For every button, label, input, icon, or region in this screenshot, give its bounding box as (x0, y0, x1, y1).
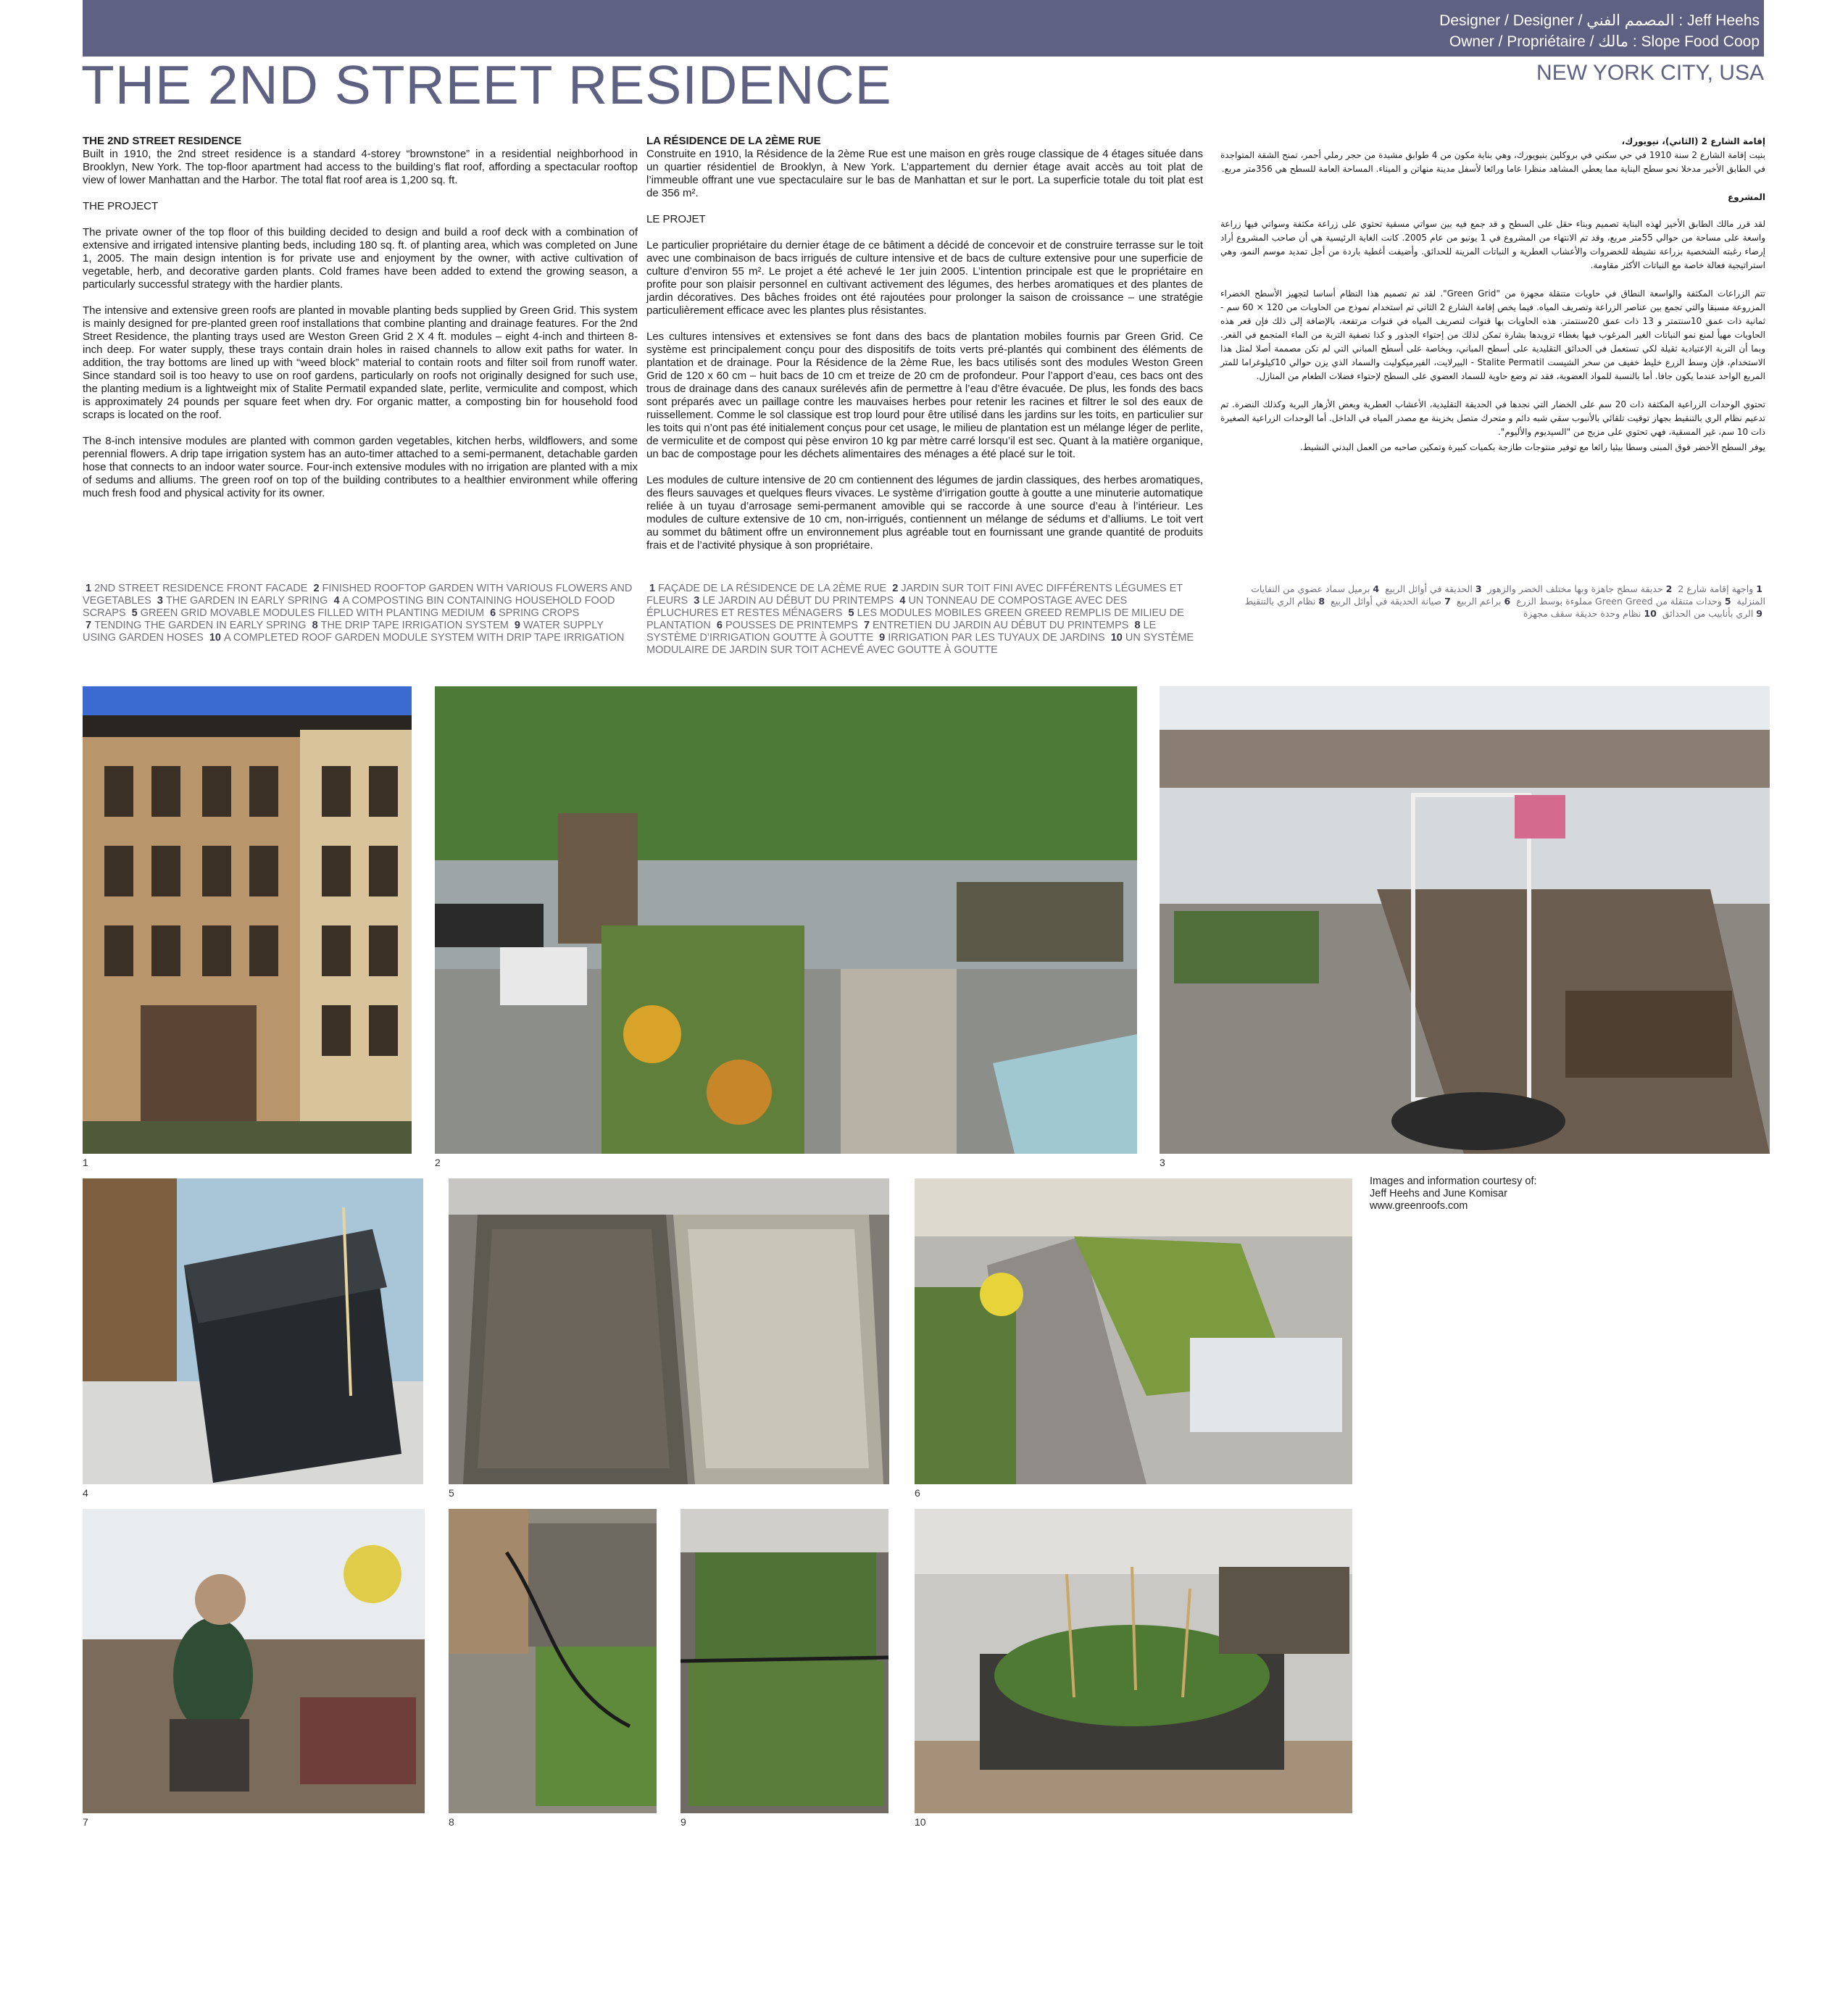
arabic-project-heading: المشروع (1728, 192, 1765, 202)
spring-crops-image (915, 1178, 1352, 1484)
caption-text: THE GARDEN IN EARLY SPRING (165, 595, 328, 607)
caption-item (1488, 583, 1676, 594)
arabic-captions (1220, 583, 1765, 620)
caption-number: 6 (1504, 596, 1511, 607)
caption-text: نظام الري بالتنقيط (1244, 596, 1316, 607)
credit-line-1: Images and information courtesy of: (1370, 1176, 1537, 1187)
caption-text: الري بأنابيب من الحدائق (1662, 608, 1754, 619)
french-heading: LA RÉSIDENCE DE LA 2ÈME RUE (646, 135, 821, 147)
caption-number: 8 (312, 620, 318, 631)
caption-text: UN SYSTÈME MODULAIRE DE JARDIN SUR TOIT ACHEVÉ AVEC GOUTTE À GOUTTE (646, 632, 1194, 656)
caption-number: 10 (1110, 632, 1123, 644)
caption-number: 2 (892, 583, 899, 594)
english-intro: Built in 1910, the 2nd street residence is a standard 4-storey “brownstone” in a residential neighborhood in Brooklyn, New York. The top-floor apartment had access to the building’s flat roof, affording a spectacular rooftop view of lower Manhattan and the Harbor. The total flat roof area is 1,200 sq. ft. (83, 148, 638, 186)
english-paragraph-3: The 8-inch intensive modules are planted with common garden vegetables, kitchen herbs, wildflowers, and some perennial flowers. A drip tape irrigation system has an auto-timer attached to a semi-permanent, detachable garden hose that connects to an indoor water source. Four-inch extensive modules with no irrigation are planted with a mix of sedums and alliums. The green roof on top of the building contributes to a healthier environment while offering much fresh food and physical activity for its owner. (83, 435, 638, 499)
french-column (646, 135, 1203, 565)
caption-number: 9 (1756, 608, 1762, 619)
drip-irrigation-image (449, 1509, 657, 1813)
caption-item (1457, 596, 1513, 607)
caption-text: براعم الربيع (1456, 596, 1502, 607)
photo-rooftop-garden (435, 686, 1137, 1154)
caption-text: LES MODULES MOBILES GREEN GREED REMPLIS DE MILIEU DE PLANTATION (646, 607, 1184, 631)
photo-number-1: 1 (83, 1157, 88, 1168)
rooftop-garden-image (435, 686, 1137, 1154)
caption-number: 2 (313, 583, 320, 594)
caption-text: نظام وحدة حديقة سقف مجهزة (1523, 608, 1641, 619)
caption-number: 7 (1444, 596, 1451, 607)
caption-item (207, 632, 625, 644)
caption-number: 9 (514, 620, 520, 631)
photo-number-2: 2 (435, 1157, 441, 1168)
caption-text: ENTRETIEN DU JARDIN AU DÉBUT DU PRINTEMPS (873, 620, 1129, 631)
caption-text: LE JARDIN AU DÉBUT DU PRINTEMPS (702, 595, 894, 607)
caption-item (876, 632, 1105, 644)
caption-item (83, 620, 307, 631)
header-bar (83, 0, 1764, 57)
caption-item (1678, 583, 1765, 594)
photo-number-4: 4 (83, 1487, 88, 1499)
caption-number: 6 (716, 620, 723, 631)
caption-number: 3 (694, 595, 700, 607)
caption-text: TENDING THE GARDEN IN EARLY SPRING (94, 620, 307, 631)
arabic-paragraph-3: تحتوي الوحدات الزراعية المكثفة ذات 20 سم على الخضار التي نجدها في الحديقة التقليدية، الأعشاب العطرية وبعض الأزهار البرية وكذلك النضرة. تم تدعيم نظام الري بالتنقيط بجهاز توقيت تلقائي بالأنبوب سقي شبه دائم و متحرك متصل بخزينة مع مصدر المياه في الداخل. أما الوحدات الزراعية الصغيرة ذات 10 سم، غير المسقية، فهي تحتوي على مزيج من "السيديوم والأليوم". (1220, 399, 1765, 437)
photo-number-7: 7 (83, 1816, 88, 1828)
page-title: THE 2ND STREET RESIDENCE (81, 54, 892, 115)
arabic-paragraph-4: يوفر السطح الأخضر فوق المبنى وسطا بيئيا رائعا مع توفير منتوجات طازجة بكميات كبيرة وتمكين صاحبه من العمل البدني النشيط. (1299, 442, 1765, 452)
water-supply-image (680, 1509, 888, 1813)
photo-number-9: 9 (680, 1816, 686, 1828)
caption-text: A COMPLETED ROOF GARDEN MODULE SYSTEM WITH DRIP TAPE IRRIGATION (223, 632, 625, 644)
credits-block (1439, 10, 1760, 52)
photo-tending-garden (83, 1509, 425, 1813)
credit-line-2: Jeff Heehs and June Komisar (1370, 1188, 1507, 1199)
arabic-intro: بنيت إقامة الشارع 2 سنة 1910 في حي سكني في بروكلين بنيويورك، وهي بناية مكون من 4 طوابق مشيدة من حجر رملي أحمر، تمنح الشقة المتواجدة في الطابق الأخير مدخلا نحو سطح البناية مما يعطي المشاهد منظرا عاما ورائعا لأسفل مدينة منهاتن و الميناء. المساحة العامة للسطح هي 356متر مربع. (1220, 150, 1765, 174)
caption-item (1662, 608, 1765, 619)
photo-early-spring (1160, 686, 1770, 1154)
caption-item (1245, 596, 1328, 607)
caption-item (1331, 596, 1454, 607)
french-paragraph-2: Les cultures intensives et extensives se font dans des bacs de plantation mobiles fournis par Green Grid. Ce système est principalement conçu pour des dispositifs de toits verts pré-plantés qui combinent des éléments de plantation et de drainage. Pour la Résidence de la 2ème Rue, les bacs utilisés sont des modules Weston Green Grid de 120 x 60 cm – huit bacs de 10 cm et treize de 20 cm de profondeur. Pour l’apport d’eau, ces bacs ont des trous de drainage dans des canaux surélevés afin de permettre à l’eau d’être évacuée. De plus, les fonds des bacs sont préparés avec un paillage contre les mauvaises herbes pour retenir les racines et filtrer le sol des eaux de ruissellement. Comme le sol classique est trop lourd pour être utilisé dans les jardins sur les toits, en particulier sur les toits qui n’ont pas été initialement conçus pour cet usage, le milieu de plantation est un mélange léger de perlite, de vermiculite et de compost qui pèse environ 10 kg par mètre carré lorsqu’il est sec. Quant à la matière organique, un bac de compostage pour les déchets alimentaires des ménages a été placé sur le toit. (646, 330, 1203, 460)
caption-item (861, 620, 1129, 631)
caption-text: SPRING CROPS (499, 607, 580, 619)
english-paragraph-2: The intensive and extensive green roofs are planted in movable planting beds supplied by Green Grid. This system is mainly designed for pre-planted green roof installations that combine planting and drainage features. For the 2nd Street Residence, the planting trays used are Weston Green Grid 2 X 4 ft. modules – eight 4-inch and thirteen 8-inch deep. For water supply, these trays contain drain holes in raised channels to allow exit paths for water. In addition, the tray bottoms are lined up with “weed block” material to contain roots and filter soil from runoff water. Since standard soil is too heavy to use on roof gardens, particularly on roofs not originally designed for such use, the planting medium is a lightweight mix of Stalite Permatil expanded slate, perlite, vermiculite and compost, which is approximately 24 pounds per square feet when dry. For organic matter, a composting bin for household food scraps is located on the roof. (83, 304, 638, 421)
green-grid-modules-image (449, 1178, 889, 1484)
caption-text: الحديقة في أوائل الربيع (1385, 583, 1473, 594)
photo-drip-irrigation (449, 1509, 657, 1813)
arabic-paragraph-2: تتم الزراعات المكثفة والواسعة النطاق في حاويات متنقلة مجهزة من "Green Grid". لقد تم تصميم هذا النظام أساسا لتجهيز الأسطح الخضراء المزروعة مسبقا والتي تجمع بين عناصر الزراعة وتصريف المياه. فيما يخص إقامة الشارع 2 الثاني تم استخدام نموذج من الحاويات من 120 × 60 سم - ثمانية ذات عمق 10سنتمتر و 13 ذات عمق 20سنتمتر. هذه الحاويات بها قنوات لتصريف المياه في قنوات مرتفعة، بالإضافة إلى ذلك فإن قعر هذه الحاويات مهيأ لمنع نمو النباتات الغير المرغوب فيها بغطاء تزويدها بشارة تمكن لذلك من إحتواء الجذور و كذا تصفية التربة من الماء المتجمع في القعر. وبما أن التربة الإعتيادية ثقيلة لكي تستعمل في الحدائق التقليدية على أسطح المباني، وبخاصة على أسطح المباني التي لم تكن مصممة أصلا لمثل هذا الاستخدام، فإن وسط الزرع خليط خفيف من سخر الشيست Stalite Permatil - البيرلايت، الفيرميكوليت والسماد الذي يزن حوالي 10كيلوغراما للمتر المربع الواحد عندما يكون جافا. أما بالنسبة للمواد العضوية، فقد تم وضع حاوية للسماد العضوي على السطح لإحتواء فضلات الطعام من المنازل. (1220, 288, 1766, 381)
photo-number-8: 8 (449, 1816, 454, 1828)
french-intro: Construite en 1910, la Résidence de la 2ème Rue est une maison en grès rouge classique de 4 étages située dans un quartier résidentiel de Brooklyn, à New York. L’appartement du dernier étage avait accès au toit plat de l’immeuble offrant une vue spectaculaire sur le bas de Manhattan et sur le port. La superficie totale du toit plat est de 356 m². (646, 148, 1203, 199)
photo-completed-system (915, 1509, 1352, 1813)
photo-number-10: 10 (915, 1816, 926, 1828)
photo-compost-bin (83, 1178, 423, 1484)
caption-item (1523, 608, 1660, 619)
caption-text: A COMPOSTING BIN CONTAINING HOUSEHOLD FOOD SCRAPS (83, 595, 615, 619)
compost-bin-image (83, 1178, 423, 1484)
caption-text: THE DRIP TAPE IRRIGATION SYSTEM (320, 620, 509, 631)
caption-text: UN TONNEAU DE COMPOSTAGE AVEC DES ÉPLUCHURES ET RESTES MÉNAGERS (646, 595, 1128, 619)
caption-text: IRRIGATION PAR LES TUYAUX DE JARDINS (888, 632, 1105, 644)
early-spring-image (1160, 686, 1770, 1154)
caption-item (1516, 596, 1733, 607)
caption-text: وحدات متنقلة من Green Greed مملوءة بوسط الزرع (1516, 596, 1722, 607)
image-credit (1370, 1176, 1587, 1212)
caption-item (309, 620, 509, 631)
caption-number: 9 (879, 632, 886, 644)
caption-number: 7 (863, 620, 870, 631)
caption-number: 10 (209, 632, 221, 644)
english-project-heading: THE PROJECT (83, 200, 159, 212)
photo-number-5: 5 (449, 1487, 454, 1499)
caption-item (1385, 583, 1484, 594)
caption-item (691, 595, 894, 607)
french-paragraph-3: Les modules de culture intensive de 20 cm contiennent des légumes de jardin classiques, des herbes aromatiques, des fleurs sauvages et quelques fleurs vivaces. Le système d’irrigation goutte à goutte a une minuterie automatique reliée à un tuyau d’arrosage semi-permanent amovible qui se raccorde à une source d’eau à l’intérieur. Les modules de culture extensive de 10 cm, non-irrigués, contiennent un mélange de sédums et d’alliums. Le toit vert au sommet du bâtiment offre un environnement plus agréable tout en fournissant une grande quantité de produits frais et de l’activité physique à son propriétaire. (646, 474, 1203, 552)
photo-spring-crops (915, 1178, 1352, 1484)
caption-text: POUSSES DE PRINTEMPS (725, 620, 858, 631)
caption-number: 3 (157, 595, 163, 607)
photo-water-supply (680, 1509, 888, 1813)
english-heading: THE 2ND STREET RESIDENCE (83, 135, 242, 147)
arabic-paragraph-1: لقد قرر مالك الطابق الأخير لهذه البناية تصميم وبناء حقل على السطح و قد جمع فيه بين سواتي مسقية تحتوي على زراعة مكثفة وسواتي فيها زراعة واسعة على مساحة من حوالي 55متر مربع، وقد تم الانتهاء من المشروع في 1 يونيو من عام 2005. كانت الغاية الرئيسية هي أن صاحب المشروع أراد إرضاء رغبته الشخصية بزراعة نشيطة للخضروات والأعشاب العطرية و النباتات المزينة للحدائق. وأضيفت أغطية باردة من أجل تمديد موسم النمو، وهي استراتيجية فعالة خاصة مع النباتات الأكثر مقاومة. (1220, 219, 1765, 270)
caption-item (646, 583, 886, 594)
caption-item (487, 607, 579, 619)
caption-text: FINISHED ROOFTOP GARDEN WITH VARIOUS FLOWERS AND VEGETABLES (83, 583, 633, 607)
english-paragraph-1: The private owner of the top floor of this building decided to design and build a roof deck with a combination of extensive and irrigated intensive planting beds, including 180 sq. ft. of planting area, which was completed on June 1, 2005. The main design intention is for private use and enjoyment by the owner, with active cultivation of vegetable, herb, and decorative garden plants. Cold frames have been added to extend the growing season, a particularly successful strategy with the hardier plants. (83, 226, 638, 291)
caption-number: 4 (333, 595, 340, 607)
caption-text: WATER SUPPLY USING GARDEN HOSES (83, 620, 604, 644)
caption-item (154, 595, 328, 607)
photo-number-3: 3 (1160, 1157, 1165, 1168)
caption-number: 4 (1373, 583, 1380, 594)
caption-item (83, 583, 307, 594)
caption-number: 7 (86, 620, 92, 631)
caption-text: حديقة سطح جاهزة وبها مختلف الخضر والزهور (1487, 583, 1663, 594)
completed-system-image (915, 1509, 1352, 1813)
photo-green-grid-modules (449, 1178, 889, 1484)
caption-number: 1 (86, 583, 92, 594)
caption-text: GREEN GRID MOVABLE MODULES FILLED WITH PLANTING MEDIUM (140, 607, 485, 619)
french-project-heading: LE PROJET (646, 213, 706, 225)
caption-number: 6 (490, 607, 496, 619)
caption-number: 5 (131, 607, 138, 619)
caption-number: 4 (899, 595, 906, 607)
caption-number: 1 (1756, 583, 1762, 594)
caption-text: LE SYSTÈME D’IRRIGATION GOUTTE À GOUTTE (646, 620, 1157, 644)
arabic-column (1220, 135, 1765, 469)
caption-number: 2 (1665, 583, 1673, 594)
caption-text: برميل سماد عضوي من النفايات المنزلية (1251, 583, 1765, 607)
arabic-heading: إقامة الشارع 2 (الثاني)، نيويورك، (1621, 136, 1765, 146)
photo-facade (83, 686, 412, 1154)
caption-text: واجهة إقامة شارع 2 (1678, 583, 1754, 594)
english-column (83, 135, 638, 513)
designer-line: Designer / Designer / المصمم الفني : Jeff Heehs (1439, 12, 1760, 29)
caption-text: صيانة الحديقة في أوائل الربيع (1331, 596, 1442, 607)
caption-number: 10 (1644, 608, 1657, 619)
credit-url: www.greenroofs.com (1370, 1200, 1468, 1212)
caption-number: 1 (649, 583, 656, 594)
caption-item (129, 607, 484, 619)
caption-number: 8 (1318, 596, 1325, 607)
caption-number: 5 (848, 607, 854, 619)
french-paragraph-1: Le particulier propriétaire du dernier étage de ce bâtiment a décidé de concevoir et de construire terrasse sur le toit avec une combinaison de bacs irrigués de culture intensive et de bacs de culture extensive pour une superficie de culture d’environ 55 m². Le projet a été achevé le 1er juin 2005. L’intention principale est que le propriétaire en profite pour son plaisir personnel en cultivant activement des légumes, des herbes aromatiques et des plantes de jardin décoratives. Des bâches froides ont été rajoutées pour prolonger la saison de croissance – une stratégie particulièrement efficace avec les plantes plus résistantes. (646, 239, 1203, 317)
french-captions (646, 583, 1197, 657)
caption-text: JARDIN SUR TOIT FINI AVEC DIFFÉRENTS LÉGUMES ET FLEURS (646, 583, 1183, 607)
caption-number: 8 (1134, 620, 1141, 631)
caption-text: FAÇADE DE LA RÉSIDENCE DE LA 2ÈME RUE (658, 583, 887, 594)
caption-item (714, 620, 858, 631)
english-captions (83, 583, 633, 644)
facade-image (83, 686, 412, 1154)
location-label: NEW YORK CITY, USA (1536, 61, 1764, 85)
caption-text: 2ND STREET RESIDENCE FRONT FACADE (94, 583, 308, 594)
caption-number: 3 (1475, 583, 1482, 594)
caption-number: 5 (1724, 596, 1731, 607)
photo-number-6: 6 (915, 1487, 920, 1499)
owner-line: Owner / Propriétaire / مالك : Slope Food Coop (1449, 33, 1760, 50)
tending-garden-image (83, 1509, 425, 1813)
